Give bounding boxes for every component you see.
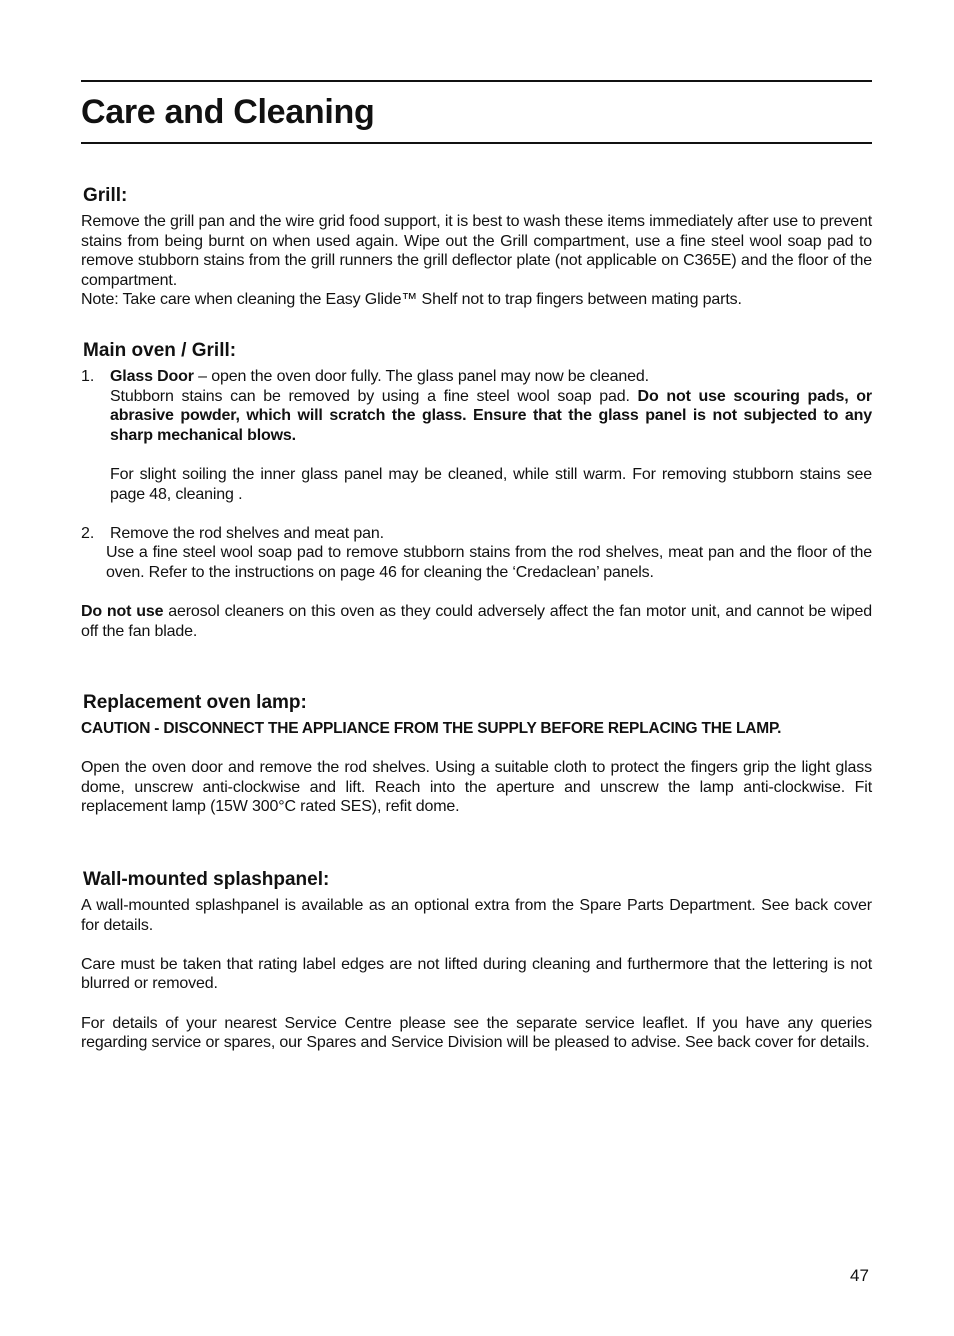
glass-door-warning: Do not use scouring pads, or abrasive powder, which will scratch the glass. Ensure that the glass panel is not subjected to any sharp mechanical blows. [110,387,872,444]
section-grill [81,184,872,310]
splash-p1: A wall-mounted splashpanel is available as an optional extra from the Spare Parts Department. See back cover for details. [81,897,872,934]
header-rule-bottom [81,142,872,144]
grill-note: Note: Take care when cleaning the Easy Glide™ Shelf not to trap fingers between mating parts. [81,291,742,309]
list-item-rod-shelves [81,524,872,544]
aerosol-bold: Do not use [81,603,164,621]
header-rule-top [81,80,872,82]
glass-door-text: – open the oven door fully. The glass panel may now be cleaned. [193,368,649,385]
page-title: Care and Cleaning [81,93,375,131]
splash-heading: Wall-mounted splashpanel: [83,869,330,890]
rod-shelves-line: Remove the rod shelves and meat pan. [110,524,384,542]
section-lamp [81,691,872,817]
grill-body: Remove the grill pan and the wire grid food support, it is best to wash these items immediately after use to prevent stains from being burnt on when used again. Wipe out the Grill compartment, use a fine steel wool soap pad to remove stubborn stains from the grill runners the grill deflector plate (not applicable on C365E) and the floor of the compartment. [81,213,873,289]
section-splashpanel [81,868,872,1053]
glass-door-soiling: For slight soiling the inner glass panel may be cleaned, while still warm. For removing stubborn stains see page 48, cleaning . [110,465,872,503]
main-oven-heading: Main oven / Grill: [83,340,237,361]
lamp-body: Open the oven door and remove the rod shelves. Using a suitable cloth to protect the fingers grip the light glass dome, unscrew anti-clockwise and lift. Reach into the aperture and unscrew the lamp anti-clockwise. Fit replacement lamp (15W 300°C rated SES), refit dome. [81,759,872,816]
aerosol-text: aerosol cleaners on this oven as they could adversely affect the fan motor unit, and cannot be wiped off the fan blade. [81,603,872,640]
rod-shelves-instructions: Use a fine steel wool soap pad to remove stubborn stains from the rod shelves, meat pan and the floor of the oven. Refer to the instructions on page 46 for cleaning the ‘Credaclean’ panels. [106,544,872,581]
section-main-oven [81,339,872,641]
lamp-caution: CAUTION - DISCONNECT THE APPLIANCE FROM THE SUPPLY BEFORE REPLACING THE LAMP. [81,720,782,737]
list-item-glass-door [81,367,872,504]
glass-door-stains [110,387,872,446]
page-number: 47 [850,1266,869,1285]
glass-door-line [110,367,872,387]
list-number: 2. [81,524,95,542]
splash-p3: For details of your nearest Service Centre please see the separate service leaflet. If you have any queries regarding service or spares, our Spares and Service Division will be pleased to advise. See back cover for details. [81,1014,872,1052]
lamp-heading: Replacement oven lamp: [83,692,307,713]
splash-p2: Care must be taken that rating label edges are not lifted during cleaning and furthermore that the lettering is not blurred or removed. [81,955,872,993]
glass-door-stains-text: Stubborn stains can be removed by using a fine steel wool soap pad. [110,387,638,405]
aerosol-warning [81,602,872,641]
grill-heading: Grill: [83,185,128,206]
list-number: 1. [81,368,95,385]
glass-door-title: Glass Door [110,368,194,385]
